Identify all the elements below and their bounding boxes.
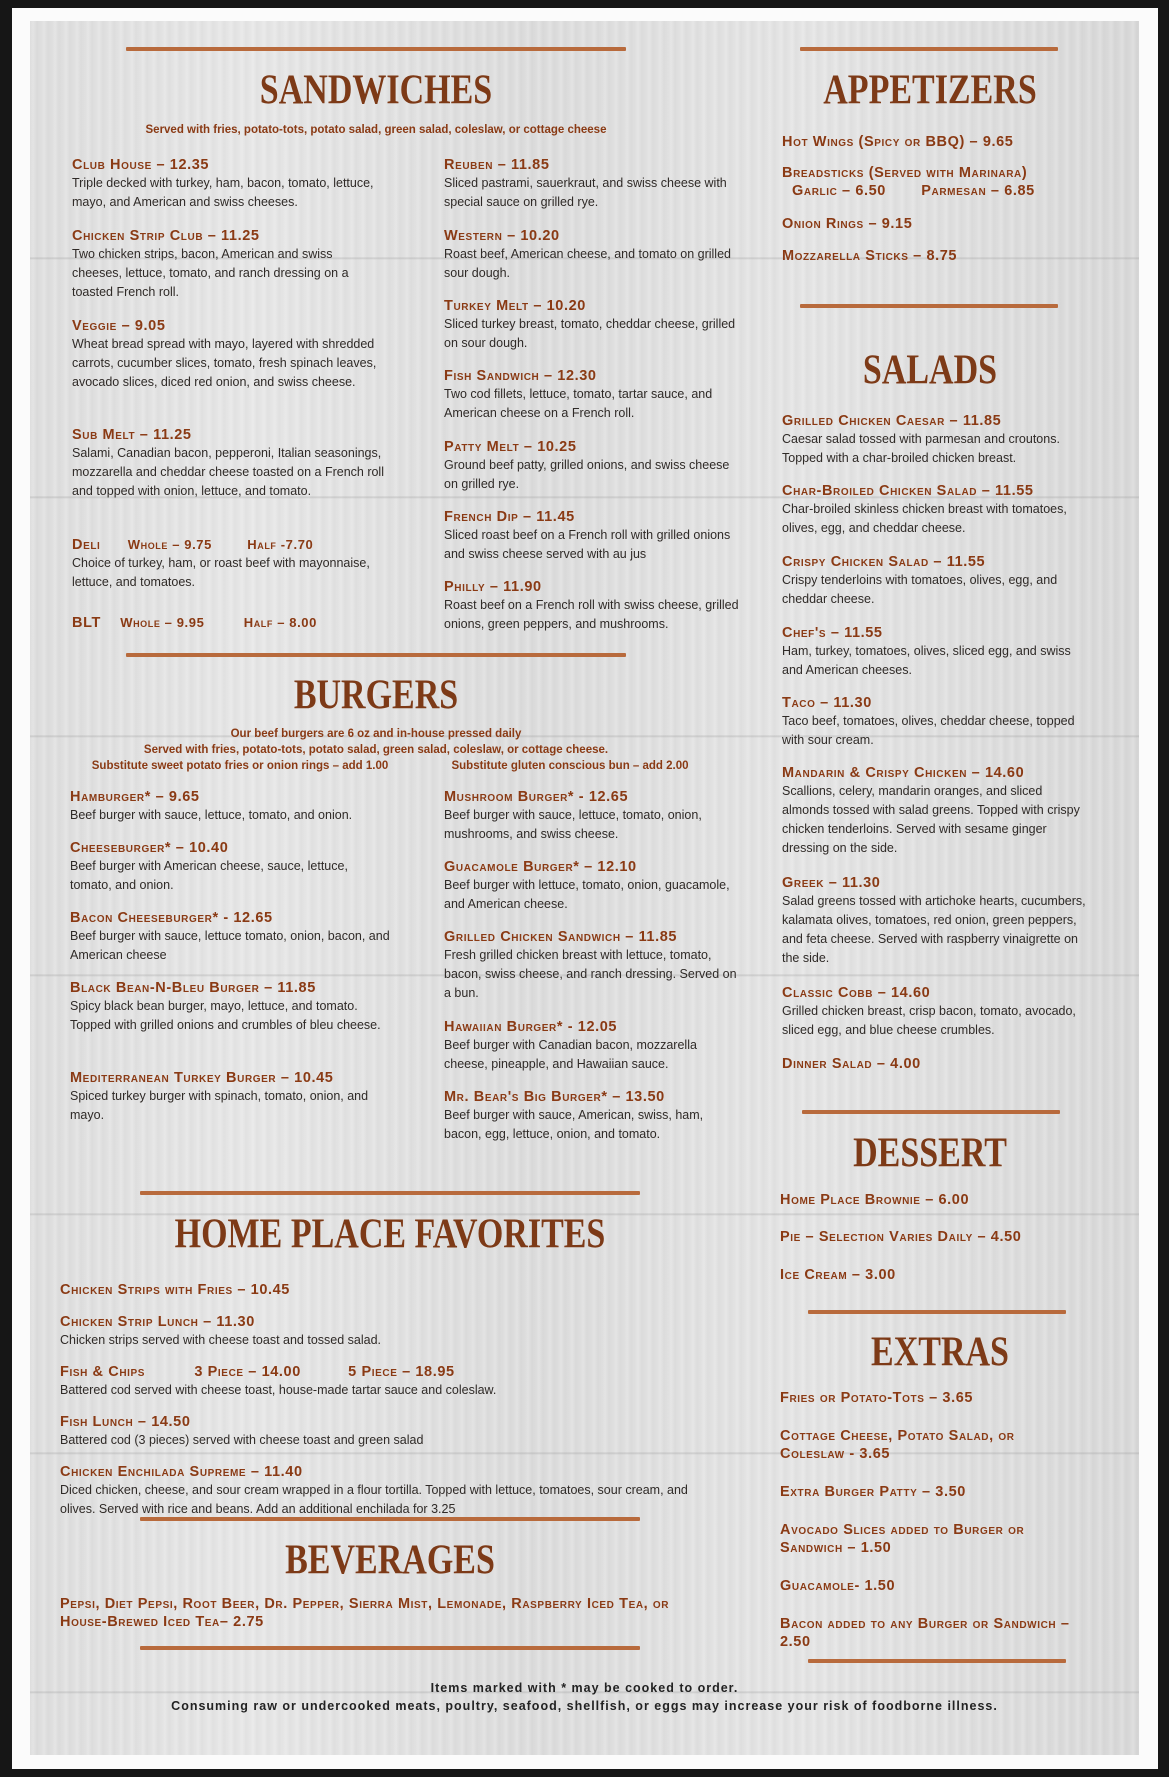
menu-item — [444, 297, 744, 353]
item-desc: Beef burger with Canadian bacon, mozzarella cheese, pineapple, and Hawaiian sauce. — [444, 1038, 697, 1071]
menu-item — [444, 788, 744, 844]
beverages-text: Pepsi, Diet Pepsi, Root Beer, Dr. Pepper, Sierra Mist, Lemonade, Raspberry Iced Tea, or House-Brewed Iced Tea– 2.75 — [60, 1596, 670, 1630]
item-name: Mr. Bear's Big Burger* – 13.50 — [444, 1089, 665, 1105]
divider — [800, 304, 1058, 308]
menu-item-fish-chips — [60, 1363, 720, 1400]
item-desc: Sliced turkey breast, tomato, cheddar cheese, grilled on sour dough. — [444, 317, 736, 350]
sandwiches-heading: SANDWICHES — [259, 67, 493, 114]
item-name: Western – 10.20 — [444, 228, 560, 244]
item-name: Crispy Chicken Salad – 11.55 — [782, 554, 986, 570]
menu-item — [780, 1521, 1090, 1557]
item-name: Fish & Chips — [60, 1364, 146, 1380]
item-desc: Sliced pastrami, sauerkraut, and swiss cheese with special sauce on grilled rye. — [444, 176, 727, 209]
item-name: Avocado Slices added to Burger or Sandwich – 1.50 — [780, 1522, 1025, 1556]
item-name: Extra Burger Patty – 3.50 — [780, 1484, 966, 1500]
item-name: Veggie – 9.05 — [72, 318, 166, 334]
price-half: Half -7.70 — [247, 537, 314, 552]
item-name: Fish Lunch – 14.50 — [60, 1414, 191, 1430]
item-desc: Salami, Canadian bacon, pepperoni, Italian seasonings, mozzarella and cheddar cheese toasted on a French roll and topped with onion, lettuce, and tomato. — [72, 446, 384, 498]
item-name: Chicken Strip Lunch – 11.30 — [60, 1314, 255, 1330]
menu-item — [780, 1389, 1090, 1407]
menu-item — [780, 1577, 1090, 1595]
item-desc: Grilled chicken breast, crisp bacon, tomato, avocado, sliced egg, and blue cheese crumbles. — [782, 1004, 1076, 1037]
item-desc: Spiced turkey burger with spinach, tomato, onion, and mayo. — [70, 1089, 369, 1122]
item-name: Taco – 11.30 — [782, 695, 872, 711]
item-name: Club House – 12.35 — [72, 157, 210, 173]
item-name: Ice Cream – 3.00 — [780, 1267, 896, 1283]
menu-item — [60, 1313, 700, 1350]
menu-item — [782, 482, 1092, 538]
item-desc: Battered cod served with cheese toast, house-made tartar sauce and coleslaw. — [60, 1383, 497, 1397]
item-desc: Caesar salad tossed with parmesan and croutons. Topped with a char-broiled chicken breast. — [782, 432, 1060, 465]
price-3-piece: 3 Piece – 14.00 — [194, 1364, 301, 1380]
menu-item — [70, 1069, 390, 1125]
menu-item — [70, 788, 390, 825]
divider — [140, 1191, 640, 1195]
item-desc: Beef burger with sauce, lettuce tomato, onion, bacon, and American cheese — [70, 929, 390, 962]
item-name: Fries or Potato-Tots – 3.65 — [780, 1390, 974, 1406]
item-desc: Diced chicken, cheese, and sour cream wrapped in a flour tortilla. Topped with lettuce, tomatoes, sour cream, and olives. Served with rice and beans. Add an additional enchilada for 3.25 — [60, 1483, 688, 1516]
item-name: Chicken Strips with Fries – 10.45 — [60, 1282, 290, 1298]
item-name: Dinner Salad – 4.00 — [782, 1056, 921, 1072]
item-desc: Crispy tenderloins with tomatoes, olives, egg, and cheddar cheese. — [782, 573, 1058, 606]
menu-item — [780, 1191, 1100, 1209]
item-name: Hot Wings (Spicy or BBQ) – 9.65 — [782, 134, 1014, 150]
item-name: Hamburger* – 9.65 — [70, 789, 200, 805]
item-name: Deli — [72, 537, 101, 553]
cooked-to-order-note: Items marked with * may be cooked to order. — [430, 1681, 739, 1695]
item-desc: Ground beef patty, grilled onions, and swiss cheese on grilled rye. — [444, 458, 730, 491]
item-desc: Beef burger with American cheese, sauce, lettuce, tomato, and onion. — [70, 859, 348, 892]
item-name: Onion Rings – 9.15 — [782, 216, 913, 232]
item-desc: Wheat bread spread with mayo, layered with shredded carrots, cucumber slices, tomato, fresh spinach leaves, avocado slices, diced red onion, and swiss cheese. — [72, 337, 377, 389]
item-name: Black Bean-N-Bleu Burger – 11.85 — [70, 980, 316, 996]
divider — [802, 1110, 1060, 1114]
item-name: Bacon Cheeseburger* - 12.65 — [70, 910, 273, 926]
price-whole: Whole – 9.75 — [127, 537, 212, 552]
item-name: Mandarin & Crispy Chicken – 14.60 — [782, 765, 1025, 781]
menu-item — [782, 247, 1102, 265]
menu-item — [444, 156, 744, 212]
divider — [808, 1310, 1066, 1314]
price-whole: Whole – 9.95 — [120, 615, 205, 630]
menu-item — [782, 764, 1092, 858]
price-garlic: Garlic – 6.50 — [792, 183, 886, 199]
item-name: Patty Melt – 10.25 — [444, 439, 577, 455]
burgers-note: Our beef burgers are 6 oz and in-house pressed daily — [230, 728, 522, 740]
item-desc: Salad greens tossed with artichoke hearts, cucumbers, kalamata olives, tomatoes, red onion, green peppers, and feta cheese. Served with raspberry vinaigrette on the side. — [782, 894, 1086, 965]
burgers-heading: BURGERS — [293, 672, 459, 719]
item-name: Chicken Enchilada Supreme – 11.40 — [60, 1464, 303, 1480]
menu-item — [60, 1281, 700, 1299]
price-half: Half – 8.00 — [243, 615, 317, 630]
price-5-piece: 5 Piece – 18.95 — [348, 1364, 455, 1380]
menu-item — [780, 1228, 1100, 1246]
item-name: Turkey Melt – 10.20 — [444, 298, 586, 314]
item-desc: Triple decked with turkey, ham, bacon, tomato, lettuce, mayo, and American and swiss cheeses. — [72, 176, 374, 209]
menu-item-blt — [72, 614, 392, 632]
item-name: Cottage Cheese, Potato Salad, or Coleslaw - 3.65 — [780, 1428, 1015, 1462]
divider — [126, 47, 626, 51]
menu-item — [782, 624, 1082, 680]
item-desc: Choice of turkey, ham, or roast beef with mayonnaise, lettuce, and tomatoes. — [72, 556, 370, 589]
menu-item-deli — [72, 536, 382, 592]
dessert-heading: DESSERT — [853, 1130, 1007, 1177]
item-name: Reuben – 11.85 — [444, 157, 550, 173]
menu-item — [782, 553, 1092, 609]
item-name: BLT — [72, 615, 101, 631]
menu-item — [444, 508, 744, 564]
item-desc: Beef burger with sauce, lettuce, tomato, and onion. — [70, 808, 353, 822]
item-name: Sub Melt – 11.25 — [72, 427, 192, 443]
appetizers-heading: APPETIZERS — [823, 67, 1037, 114]
item-name: Chicken Strip Club – 11.25 — [72, 228, 260, 244]
burgers-sides: Served with fries, potato-tots, potato salad, green salad, coleslaw, or cottage cheese. — [143, 744, 609, 756]
item-name: Guacamole Burger* – 12.10 — [444, 859, 637, 875]
menu-item — [782, 133, 1102, 151]
extras-heading: EXTRAS — [871, 1329, 1009, 1376]
item-name: Classic Cobb – 14.60 — [782, 985, 931, 1001]
menu-item — [70, 909, 390, 965]
item-name: Cheeseburger* – 10.40 — [70, 840, 229, 856]
item-name: French Dip – 11.45 — [444, 509, 575, 525]
menu-item — [780, 1427, 1080, 1463]
item-name: Philly – 11.90 — [444, 579, 542, 595]
favorites-heading: HOME PLACE FAVORITES — [174, 1211, 606, 1258]
item-desc: Battered cod (3 pieces) served with cheese toast and green salad — [60, 1433, 424, 1447]
item-name: Grilled Chicken Sandwich – 11.85 — [444, 929, 678, 945]
menu-item — [60, 1413, 720, 1450]
menu-item — [72, 227, 382, 302]
beverages-heading: BEVERAGES — [285, 1537, 495, 1584]
menu-item — [780, 1483, 1090, 1501]
beverages-list — [60, 1595, 720, 1631]
item-name: Pie – Selection Varies Daily – 4.50 — [780, 1229, 1022, 1245]
menu-item — [780, 1615, 1080, 1651]
item-desc: Scallions, celery, mandarin oranges, and sliced almonds tossed with salad greens. Topped with crispy chicken tenderloins. Served with sesame ginger dressing on the side. — [782, 784, 1080, 855]
item-name: Mediterranean Turkey Burger – 10.45 — [70, 1070, 334, 1086]
menu-item — [782, 412, 1092, 468]
item-name: Bacon added to any Burger or Sandwich – 2.50 — [780, 1616, 1070, 1650]
divider — [140, 1646, 640, 1650]
price-parmesan: Parmesan – 6.85 — [921, 183, 1035, 199]
item-desc: Beef burger with sauce, lettuce, tomato, onion, mushrooms, and swiss cheese. — [444, 808, 702, 841]
item-name: Guacamole- 1.50 — [780, 1578, 896, 1594]
item-desc: Beef burger with lettuce, tomato, onion, guacamole, and American cheese. — [444, 878, 730, 911]
item-desc: Sliced roast beef on a French roll with grilled onions and swiss cheese served with au jus — [444, 528, 731, 561]
menu-page — [30, 21, 1139, 1755]
menu-item — [782, 874, 1092, 968]
item-desc: Taco beef, tomatoes, olives, cheddar cheese, topped with sour cream. — [782, 714, 1075, 747]
menu-item — [72, 317, 382, 392]
menu-item — [60, 1463, 700, 1519]
item-name: Hawaiian Burger* - 12.05 — [444, 1019, 618, 1035]
item-desc: Roast beef, American cheese, and tomato on grilled sour dough. — [444, 247, 731, 280]
salads-heading: SALADS — [862, 347, 998, 394]
burgers-substitute-fries: Substitute sweet potato fries or onion rings – add 1.00 — [91, 760, 389, 772]
menu-item — [72, 426, 392, 501]
menu-item — [780, 1266, 1100, 1284]
menu-item — [70, 979, 390, 1035]
item-desc: Two chicken strips, bacon, American and swiss cheeses, lettuce, tomato, and ranch dressing on a toasted French roll. — [72, 247, 349, 299]
item-desc: Two cod fillets, lettuce, tomato, tartar sauce, and American cheese on a French roll. — [444, 387, 713, 420]
item-desc: Fresh grilled chicken breast with lettuce, tomato, bacon, swiss cheese, and ranch dressing. Served on a bun. — [444, 948, 737, 1000]
sandwiches-subtitle: Served with fries, potato-tots, potato salad, green salad, coleslaw, or cottage cheese — [145, 124, 607, 136]
item-name: Mozzarella Sticks – 8.75 — [782, 248, 958, 264]
menu-item — [444, 367, 744, 423]
item-name: Fish Sandwich – 12.30 — [444, 368, 597, 384]
menu-item — [782, 694, 1082, 750]
burgers-substitute-bun: Substitute gluten conscious bun – add 2.00 — [451, 760, 689, 772]
menu-item — [782, 215, 1102, 233]
divider — [140, 1517, 640, 1521]
menu-item — [444, 227, 744, 283]
menu-item — [444, 1018, 744, 1074]
item-name: Greek – 11.30 — [782, 875, 881, 891]
divider — [126, 653, 626, 657]
item-name: Mushroom Burger* - 12.65 — [444, 789, 629, 805]
menu-item — [782, 984, 1092, 1040]
menu-item — [72, 156, 382, 212]
divider — [808, 1659, 1066, 1663]
item-name: Grilled Chicken Caesar – 11.85 — [782, 413, 1002, 429]
item-name: Char-Broiled Chicken Salad – 11.55 — [782, 483, 1034, 499]
menu-item — [444, 1088, 744, 1144]
menu-item — [444, 928, 744, 1003]
item-desc: Char-broiled skinless chicken breast with tomatoes, olives, egg, and cheddar cheese. — [782, 502, 1067, 535]
item-desc: Roast beef on a French roll with swiss cheese, grilled onions, green peppers, and mushrooms. — [444, 598, 739, 631]
menu-item — [444, 858, 744, 914]
item-desc: Spicy black bean burger, mayo, lettuce, and tomato. Topped with grilled onions and crumbles of bleu cheese. — [70, 999, 381, 1032]
divider — [800, 47, 1058, 51]
menu-item — [444, 578, 754, 634]
item-desc: Chicken strips served with cheese toast and tossed salad. — [60, 1333, 382, 1347]
item-name: Home Place Brownie – 6.00 — [780, 1192, 970, 1208]
consumer-advisory: Consuming raw or undercooked meats, poultry, seafood, shellfish, or eggs may increase your risk of foodborne illness. — [171, 1699, 998, 1713]
item-name: Chef's – 11.55 — [782, 625, 883, 641]
item-desc: Ham, turkey, tomatoes, olives, sliced egg, and swiss and American cheeses. — [782, 644, 1071, 677]
menu-item-breadsticks — [782, 164, 1112, 200]
item-desc: Beef burger with sauce, American, swiss, ham, bacon, egg, lettuce, onion, and tomato. — [444, 1108, 704, 1141]
menu-item — [444, 438, 744, 494]
menu-item — [70, 839, 390, 895]
item-name: Breadsticks (Served with Marinara) — [782, 165, 1028, 181]
menu-item — [782, 1055, 1092, 1073]
